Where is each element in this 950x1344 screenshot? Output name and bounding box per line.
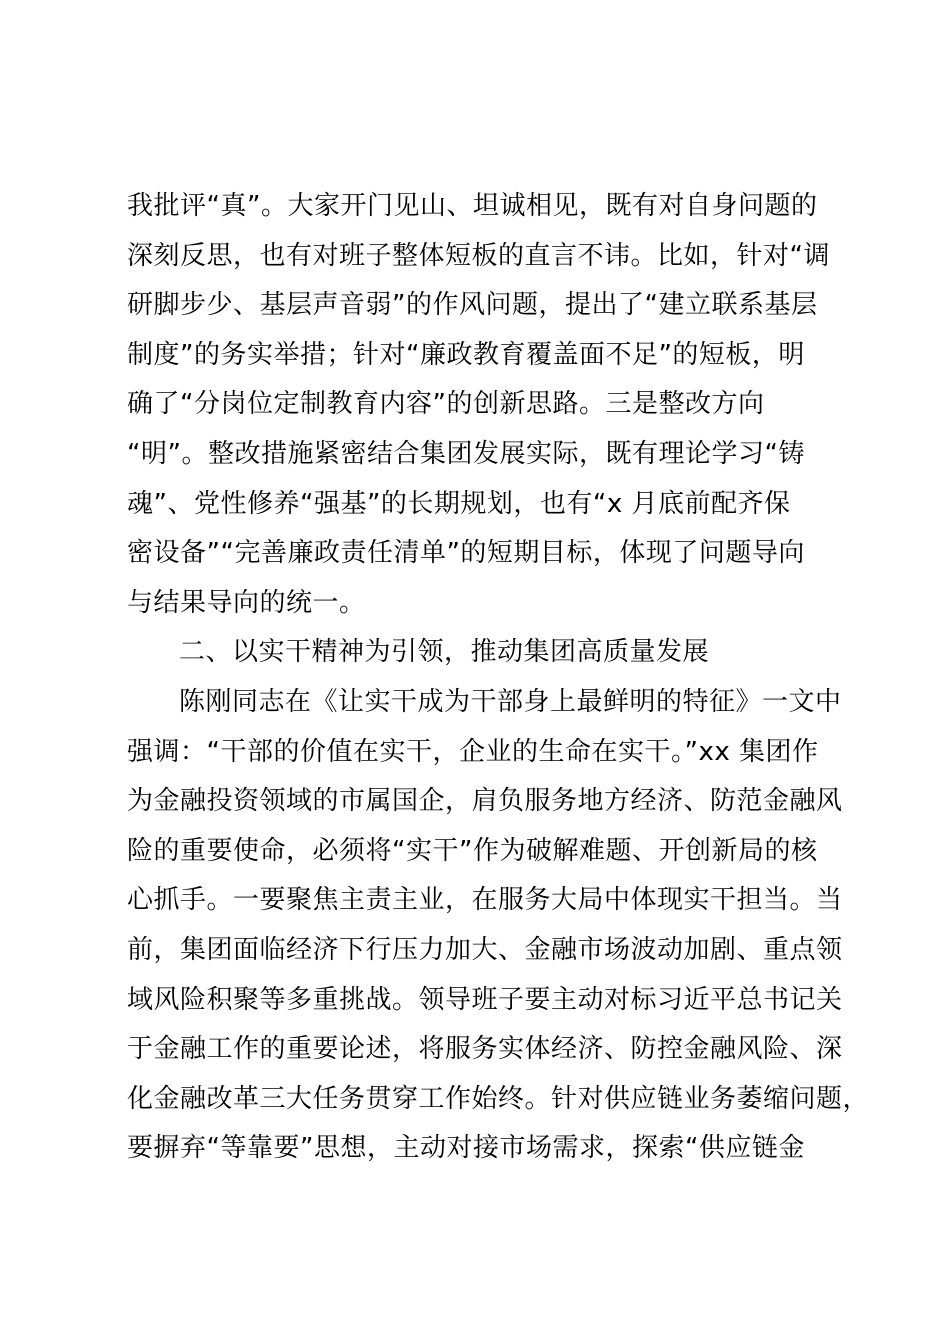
text-line: 强调：“干部的价值在实干，企业的生命在实干。”xx 集团作 [127, 736, 819, 767]
text-line: 制度”的务实举措；针对“廉政教育覆盖面不足”的短板，明 [127, 339, 805, 370]
text-line: 前，集团面临经济下行压力加大、金融市场波动加剧、重点领 [127, 934, 843, 965]
text-line: 域风险积聚等多重挑战。领导班子要主动对标习近平总书记关 [127, 984, 843, 1015]
text-line: 确了“分岗位定制教育内容”的创新思路。三是整改方向 [127, 389, 765, 420]
body-text [127, 182, 870, 1174]
section-heading: 二、以实干精神为引领，推动集团高质量发展 [179, 637, 710, 668]
text-line: 魂”、党性修养“强基”的长期规划，也有“x 月底前配齐保 [127, 488, 791, 519]
text-line: 化金融改革三大任务贯穿工作始终。针对供应链业务萎缩问题， [127, 1083, 870, 1114]
text-line: 要摒弃“等靠要”思想，主动对接市场需求，探索“供应链金 [127, 1133, 805, 1164]
text-line: 于金融工作的重要论述，将服务实体经济、防控金融风险、深 [127, 1034, 843, 1065]
text-line: “明”。整改措施紧密结合集团发展实际，既有理论学习“铸 [127, 438, 805, 469]
text-line: 密设备”“完善廉政责任清单”的短期目标，体现了问题导向 [127, 538, 805, 569]
text-line: 心抓手。一要聚焦主责主业，在服务大局中体现实干担当。当 [127, 885, 843, 916]
text-line: 险的重要使命，必须将“实干”作为破解难题、开创新局的核 [127, 835, 818, 866]
text-line: 与结果导向的统一。 [127, 587, 366, 618]
text-line: 陈刚同志在《让实干成为干部身上最鲜明的特征》一文中 [179, 686, 842, 717]
text-line: 研脚步少、基层声音弱”的作风问题，提出了“建立联系基层 [127, 290, 818, 321]
text-line: 为金融投资领域的市属国企，肩负服务地方经济、防范金融风 [127, 786, 843, 817]
text-line: 深刻反思，也有对班子整体短板的直言不讳。比如，针对“调 [127, 240, 830, 271]
text-line: 我批评“真”。大家开门见山、坦诚相见，既有对自身问题的 [127, 191, 818, 221]
